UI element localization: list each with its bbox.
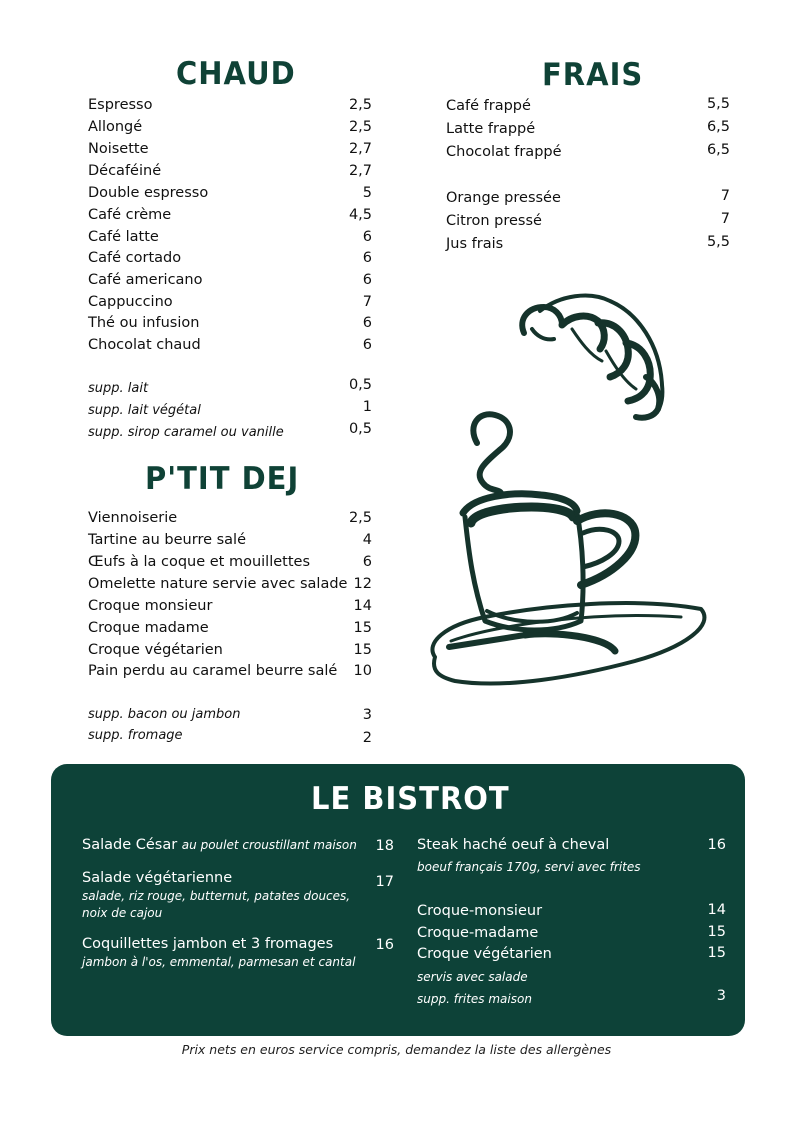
bistrot-item-desc: salade, riz rouge, butternut, patates douces, noix de cajou [82, 889, 351, 920]
bistrot-item-name: Coquillettes jambon et 3 fromages [82, 936, 334, 952]
bistrot-item-price: 16 [707, 837, 726, 853]
bistrot-item-desc: boeuf français 170g, servi avec frites [417, 860, 641, 874]
bistrot-note: servis avec salade [417, 970, 528, 984]
bistrot-item-price: 18 [375, 838, 394, 854]
bistrot-item-price: 16 [375, 937, 394, 953]
bistrot-item-name: Croque-madame [417, 925, 539, 941]
chaud-title: CHAUD [176, 54, 296, 92]
bistrot-item-name: Salade végétarienne [82, 870, 233, 886]
bistrot-supp: supp. frites maison [417, 992, 532, 1006]
coffee-cup-illustration [415, 385, 715, 705]
bistrot-item-name: Croque-monsieur [417, 903, 543, 919]
footer-note: Prix nets en euros service compris, demandez la liste des allergènes [181, 1042, 612, 1057]
bistrot-item-name: Croque végétarien [417, 946, 552, 962]
bistrot-item-price: 14 [707, 902, 726, 918]
bistrot-item-price: 15 [707, 924, 726, 940]
bistrot-item-name: Steak haché oeuf à cheval [417, 837, 610, 853]
bistrot-section [51, 764, 745, 1036]
bistrot-item-desc: jambon à l'os, emmental, parmesan et cantal [82, 955, 356, 969]
bistrot-item-price: 15 [707, 945, 726, 961]
bistrot-supp-price: 3 [716, 988, 726, 1004]
frais-title: FRAIS [542, 55, 644, 93]
bistrot-item-price: 17 [375, 874, 394, 890]
ptitdej-title: P'TIT DEJ [145, 459, 300, 497]
bistrot-item-name: Salade César au poulet croustillant maison [82, 837, 357, 853]
bistrot-title: LE BISTROT [311, 779, 510, 817]
